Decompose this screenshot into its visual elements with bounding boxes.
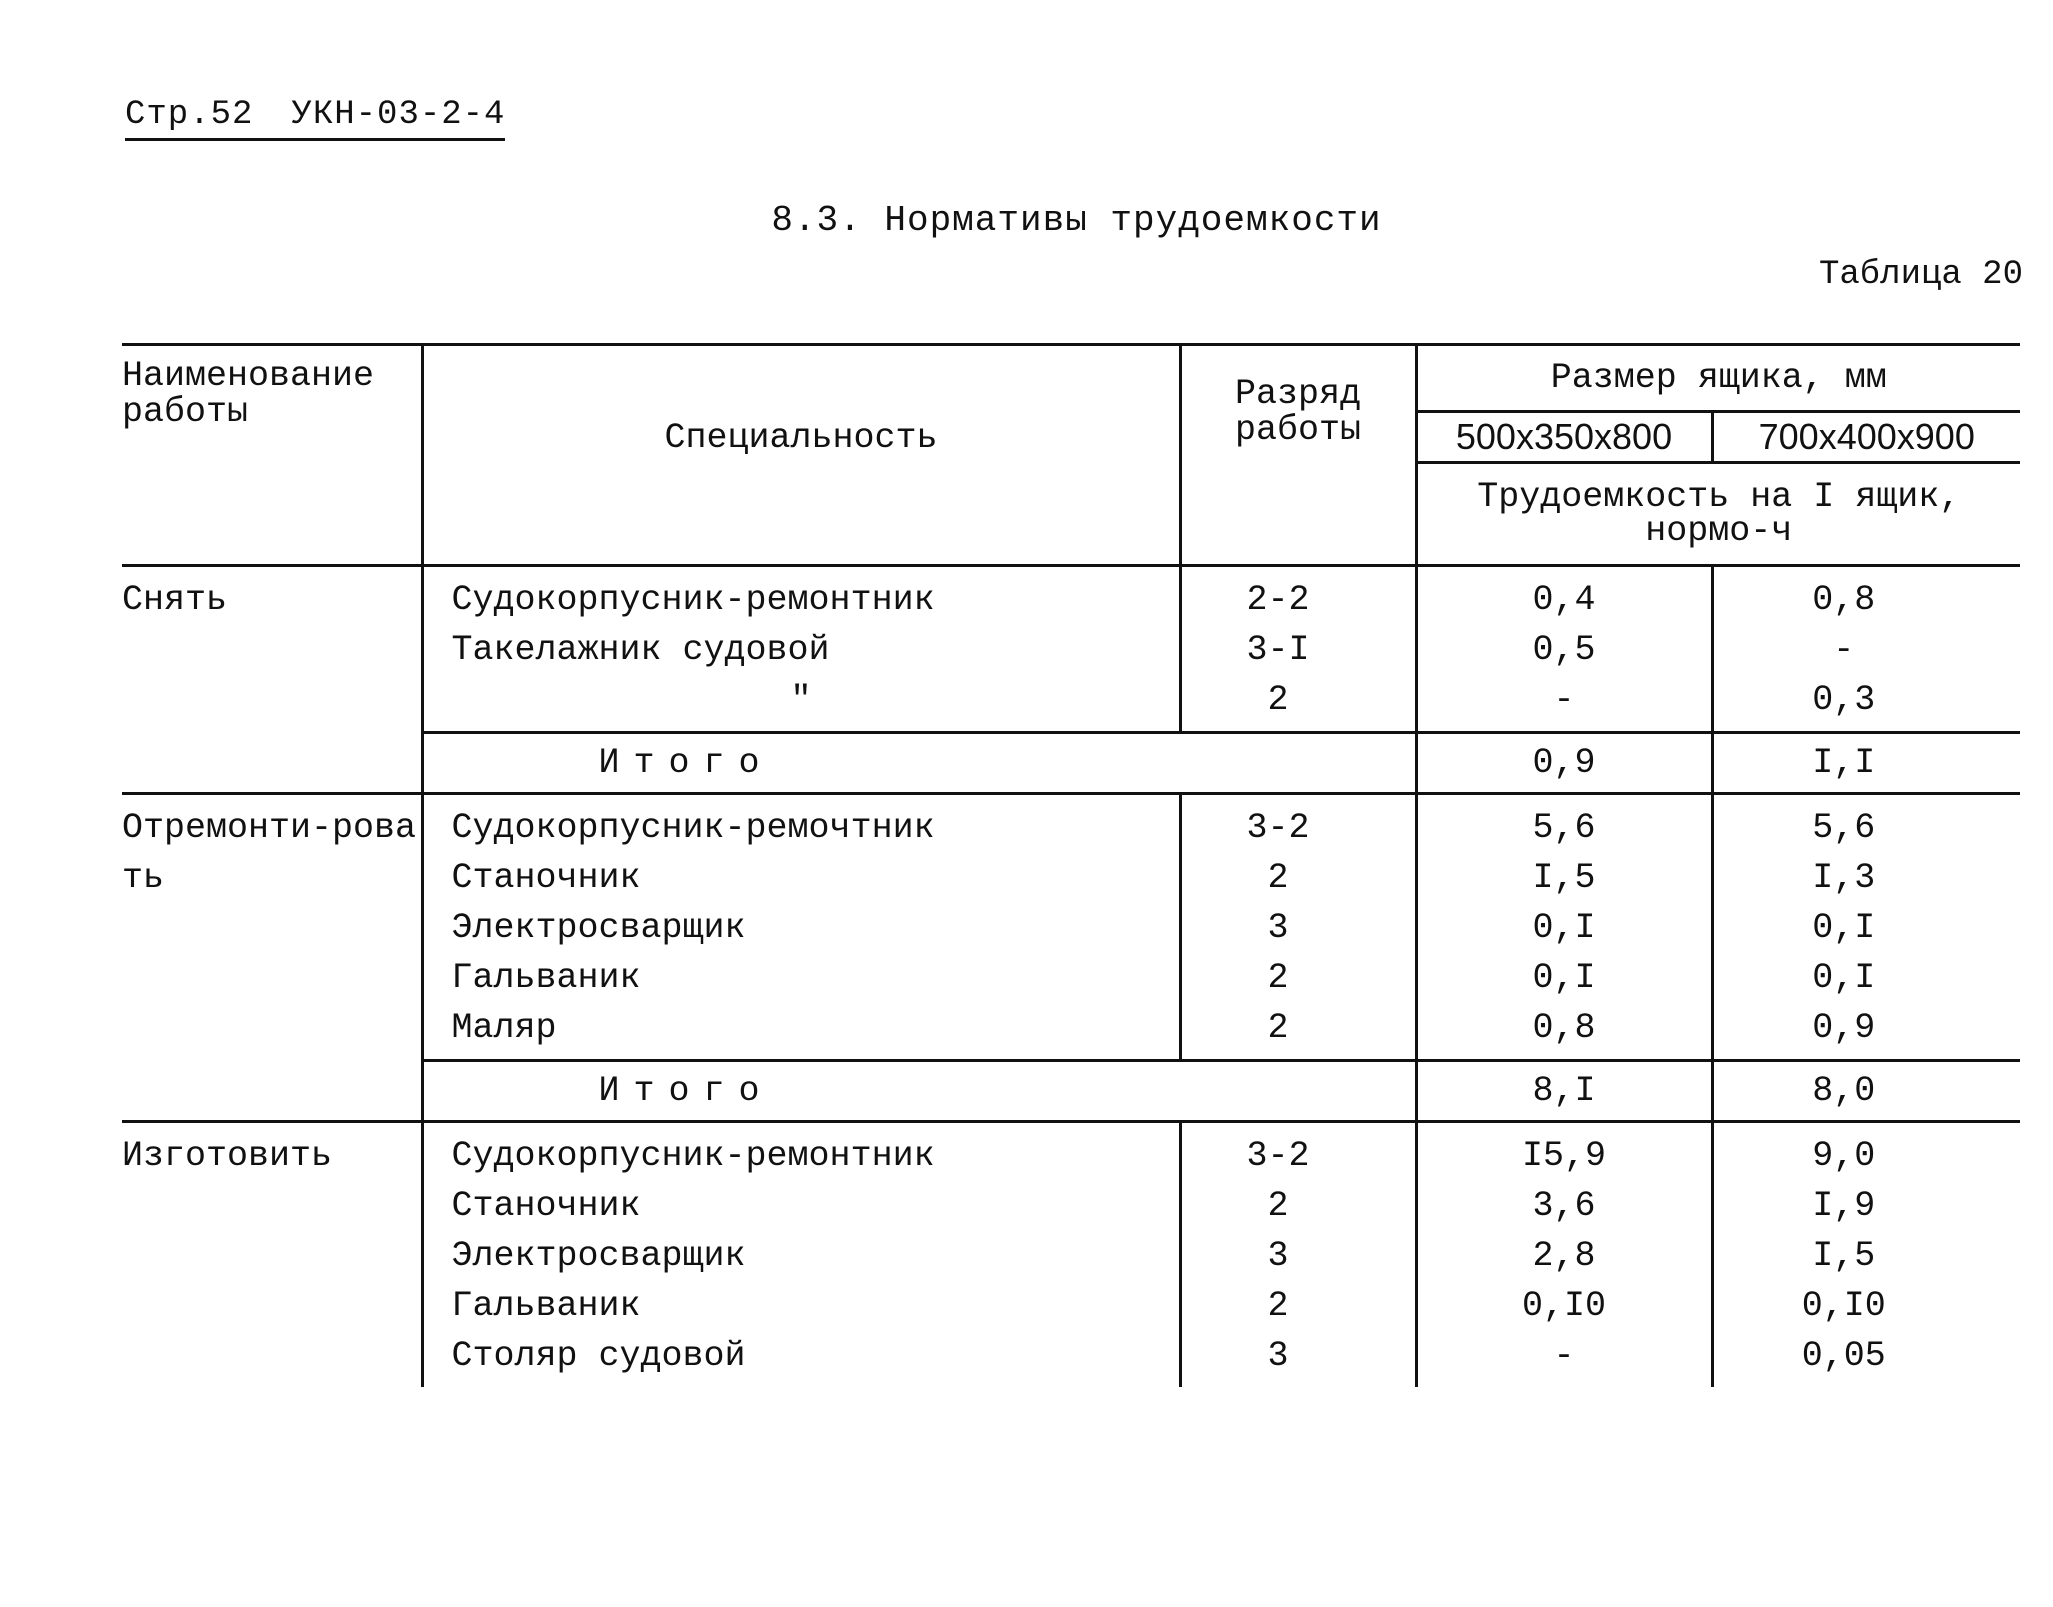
- total-b-cell: 8,0: [1712, 1061, 2020, 1122]
- labor-a-cell: 0,8: [1416, 1003, 1712, 1061]
- grade-cell: 2: [1180, 1181, 1416, 1231]
- grade-cell: 3: [1180, 1331, 1416, 1387]
- labor-a-cell: 5,6: [1416, 794, 1712, 854]
- labor-b-cell: 0,I0: [1801, 1286, 1886, 1326]
- labor-b-cell: 0,9: [1812, 1008, 1876, 1048]
- total-label: Итого: [422, 733, 1416, 794]
- grade-cell: 3-2: [1180, 794, 1416, 854]
- labor-a-cell: 0,5: [1416, 625, 1712, 675]
- specialty-cell: Такелажник судовой: [422, 625, 1180, 675]
- grade-cell: 2: [1180, 953, 1416, 1003]
- labor-a-cell: 0,4: [1416, 566, 1712, 626]
- grade-cell: 2: [1180, 853, 1416, 903]
- labor-a-cell: -: [1416, 675, 1712, 733]
- specialty-cell: ": [422, 675, 1180, 733]
- page-header: [125, 96, 505, 141]
- total-a-cell: 0,9: [1416, 733, 1712, 794]
- page-number: Стр.52: [125, 96, 254, 134]
- labor-b-cell: 0,I: [1812, 958, 1876, 998]
- group-manufacture: [122, 1122, 2020, 1388]
- labor-a-cell: I,5: [1416, 853, 1712, 903]
- work-name: Снять: [122, 566, 422, 733]
- labor-norms-table: [122, 343, 2020, 1387]
- header-size-b: 700x400x900: [1712, 412, 2020, 463]
- specialty-cell: Судокорпусник-ремочтник: [422, 794, 1180, 854]
- table-label: Таблица 20: [1818, 256, 2023, 294]
- labor-b-cell: I,3: [1812, 858, 1876, 898]
- grade-cell: 3-2: [1180, 1122, 1416, 1182]
- total-blank-cell: [122, 733, 422, 794]
- specialty-cell: Столяр судовой: [422, 1331, 1180, 1387]
- header-grade: Разряд работы: [1180, 345, 1416, 566]
- labor-b-cell: I,9: [1812, 1186, 1876, 1226]
- specialty-cell: Судокорпусник-ремонтник: [422, 1122, 1180, 1182]
- work-name: Отремонти-ровать: [122, 794, 422, 1061]
- labor-a-cell: 3,6: [1416, 1181, 1712, 1231]
- labor-a-cell: 0,I: [1416, 953, 1712, 1003]
- table-row: [122, 566, 2020, 626]
- total-label: Итого: [422, 1061, 1416, 1122]
- specialty-cell: Гальваник: [422, 953, 1180, 1003]
- labor-b-cell: I,5: [1812, 1236, 1876, 1276]
- specialty-cell: Электросварщик: [422, 1231, 1180, 1281]
- specialty-cell: Станочник: [422, 853, 1180, 903]
- total-row: [122, 1061, 2020, 1122]
- section-title: 8.3. Нормативы трудоемкости: [771, 200, 1382, 241]
- specialty-cell: Станочник: [422, 1181, 1180, 1231]
- labor-a-cell: -: [1416, 1331, 1712, 1387]
- group-remove: [122, 566, 2020, 794]
- table-header: [122, 345, 2020, 566]
- labor-b-cell: 0,8: [1712, 566, 2020, 626]
- grade-cell: 3: [1180, 1231, 1416, 1281]
- specialty-cell: Маляр: [422, 1003, 1180, 1061]
- labor-b-cell: 5,6: [1712, 794, 2020, 854]
- specialty-cell: Гальваник: [422, 1281, 1180, 1331]
- specialty-cell: Электросварщик: [422, 903, 1180, 953]
- total-blank-cell: [122, 1061, 422, 1122]
- header-work-name: Наименование работы: [122, 345, 422, 566]
- grade-cell: 3-I: [1180, 625, 1416, 675]
- total-b-cell: I,I: [1712, 733, 2020, 794]
- table-row: [122, 794, 2020, 854]
- table-row: [122, 1122, 2020, 1182]
- specialty-cell: Судокорпусник-ремонтник: [422, 566, 1180, 626]
- labor-b-cell: 0,I: [1812, 908, 1876, 948]
- total-a-cell: 8,I: [1416, 1061, 1712, 1122]
- labor-b-cell: -: [1833, 630, 1855, 670]
- labor-a-cell: I5,9: [1416, 1122, 1712, 1182]
- header-specialty: Специальность: [422, 345, 1180, 566]
- header-box-size: Размер ящика, мм: [1416, 345, 2020, 412]
- total-row: [122, 733, 2020, 794]
- header-size-a: 500x350x800: [1416, 412, 1712, 463]
- labor-b-cell: 9,0: [1712, 1122, 2020, 1182]
- grade-cell: 3: [1180, 903, 1416, 953]
- labor-a-cell: 2,8: [1416, 1231, 1712, 1281]
- labor-b-cell: 0,05: [1801, 1336, 1886, 1376]
- document-code: УКН-03-2-4: [291, 96, 506, 134]
- grade-cell: 2: [1180, 1003, 1416, 1061]
- work-name: Изготовить: [122, 1122, 422, 1388]
- grade-cell: 2: [1180, 1281, 1416, 1331]
- labor-a-cell: 0,I0: [1416, 1281, 1712, 1331]
- group-repair: [122, 794, 2020, 1122]
- labor-a-cell: 0,I: [1416, 903, 1712, 953]
- grade-cell: 2: [1180, 675, 1416, 733]
- labor-b-cell: 0,3: [1812, 680, 1876, 720]
- grade-cell: 2-2: [1180, 566, 1416, 626]
- header-labor: Трудоемкость на I ящик, нормо-ч: [1477, 477, 1961, 551]
